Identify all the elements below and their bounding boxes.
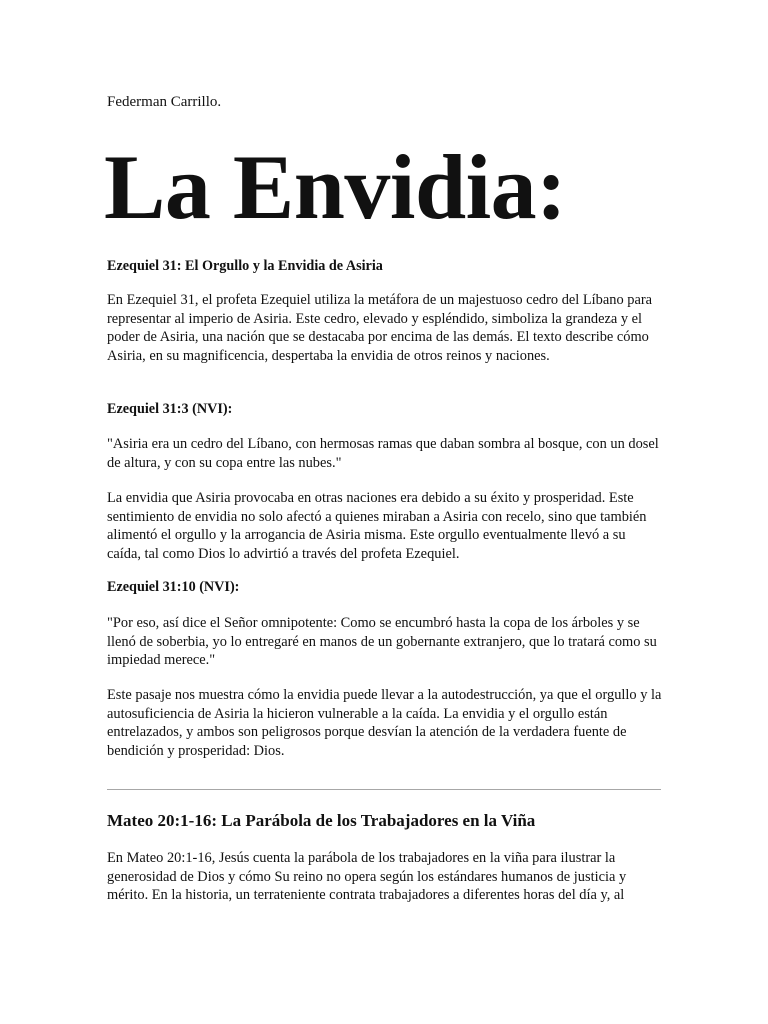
section-divider xyxy=(107,789,661,790)
paragraph-mateo-intro: En Mateo 20:1-16, Jesús cuenta la parábola de los trabajadores en la viña para ilustrar la generosidad de Dios y cómo Su reino no opera según los estándares humanos de justicia y mérito. En la historia, un terrateniente contrata trabajadores a diferentes horas del día y, al xyxy=(107,850,627,904)
verse-quote-31-10: "Por eso, así dice el Señor omnipotente: Como se encumbró hasta la copa de los árboles y se llenó de soberbia, yo lo entregaré en manos de un gobernante extranjero, que lo tratará como su impiedad merece." xyxy=(107,615,657,669)
verse-quote-31-3: "Asiria era un cedro del Líbano, con hermosas ramas que daban sombra al bosque, con un dosel de altura, y con su copa entre las nubes." xyxy=(107,436,659,471)
section-heading-mateo-20: Mateo 20:1-16: La Parábola de los Trabajadores en la Viña xyxy=(107,811,536,830)
paragraph-envy-pride: La envidia que Asiria provocaba en otras naciones era debido a su éxito y prosperidad. Este sentimiento de envidia no solo afectó a quienes miraban a Asiria con recelo, sino que también alimentó el orgullo y la arrogancia de Asiria misma. Este orgullo eventualmente llevó a su caída, tal como Dios lo advirtió a través del profeta Ezequiel. xyxy=(107,490,647,562)
verse-reference-31-3: Ezequiel 31:3 (NVI): xyxy=(107,401,233,417)
verse-reference-31-10: Ezequiel 31:10 (NVI): xyxy=(107,579,240,595)
paragraph-ezequiel-intro: En Ezequiel 31, el profeta Ezequiel utiliza la metáfora de un majestuoso cedro del Líbano para representar al imperio de Asiria. Este cedro, elevado y espléndido, simboliza la grandeza y el poder de Asiria, una nación que se destacaba por encima de las demás. El texto describe cómo Asiria, en su magnificencia, despertaba la envidia de otros reinos y naciones. xyxy=(107,292,653,364)
document-title: La Envidia: xyxy=(104,136,567,238)
author-name: Federman Carrillo. xyxy=(107,94,222,110)
section-heading-ezequiel-31: Ezequiel 31: El Orgullo y la Envidia de Asiria xyxy=(107,258,383,274)
paragraph-self-destruction: Este pasaje nos muestra cómo la envidia puede llevar a la autodestrucción, ya que el orgullo y la autosuficiencia de Asiria la hicieron vulnerable a la caída. La envidia y el orgullo están entrelazados, y ambos son peligrosos porque desvían la atención de la verdadera fuente de bendición y prosperidad: Dios. xyxy=(107,687,662,759)
